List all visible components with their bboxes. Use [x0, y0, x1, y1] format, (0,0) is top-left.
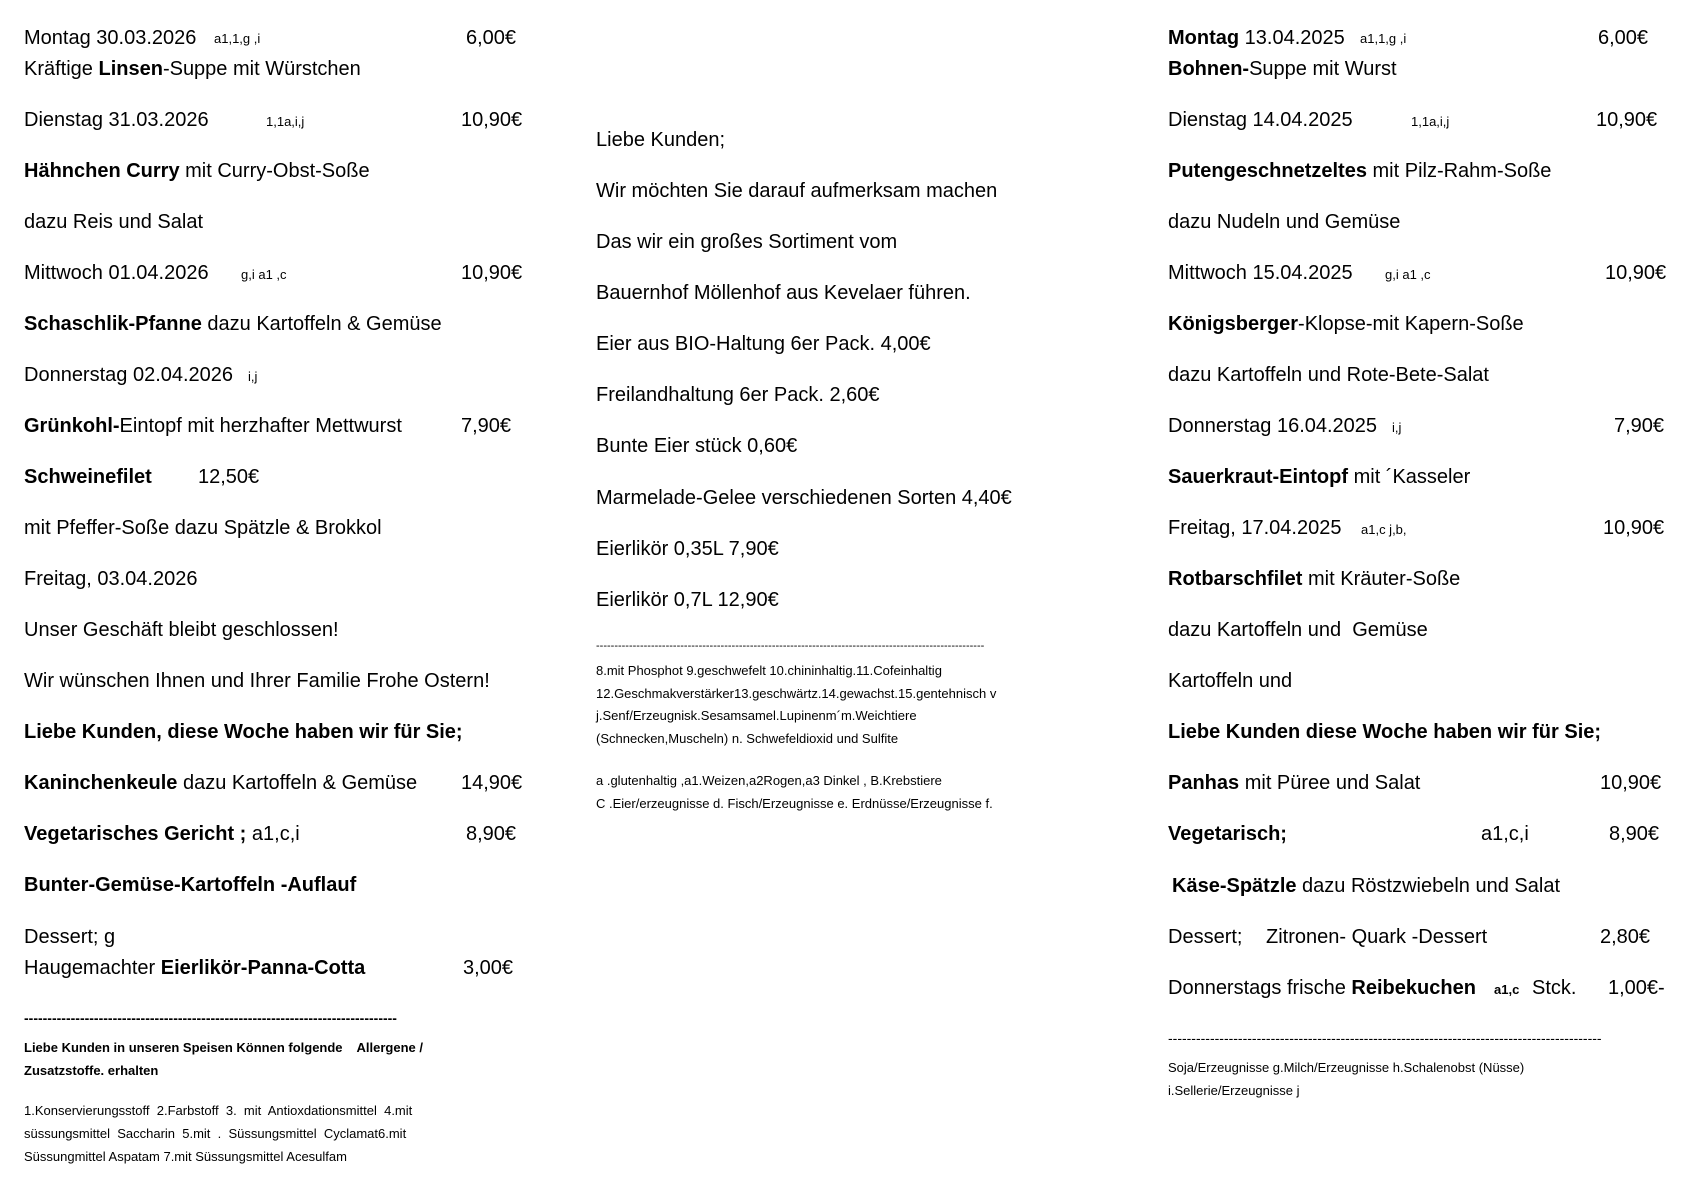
right-dessert-label: Dessert; [1168, 926, 1243, 948]
right-tuesday-allergens: 1,1a,i,j [1411, 114, 1450, 129]
left-monday-dish: Kräftige Linsen-Suppe mit Würstchen [24, 58, 361, 80]
left-dessert-price: 3,00€ [463, 957, 514, 979]
left-thursday-price: 7,90€ [461, 415, 512, 437]
left-additives-line-3: Süssungmittel Aspatam 7.mit Süssungsmittel Acesulfam [24, 1149, 347, 1164]
left-thursday-allergens: i,j [248, 369, 258, 384]
right-spaetzle-dish: Käse-Spätzle dazu Röstzwiebeln und Salat [1172, 875, 1560, 897]
right-divider: --------------------------------------------------------------------------------------------- [1168, 1030, 1602, 1046]
right-friday-allergens: a1,c j,b, [1361, 522, 1407, 537]
right-wednesday-date: Mittwoch 15.04.2025 [1168, 262, 1353, 284]
left-dessert-label: Dessert; g [24, 926, 116, 948]
right-reibekuchen-allergens: a1,c [1494, 982, 1520, 997]
left-monday-allergens: a1,1,g ,i [214, 31, 261, 46]
right-panhas-price: 10,90€ [1600, 772, 1662, 794]
middle-footnote-1: 8.mit Phosphot 9.geschwefelt 10.chininhaltig.11.Cofeinhaltig [596, 663, 942, 678]
left-thursday-dish: Grünkohl-Eintopf mit herzhafter Mettwurst [24, 415, 402, 437]
left-wednesday-date: Mittwoch 01.04.2026 [24, 262, 209, 284]
middle-line-2: Das wir ein großes Sortiment vom [596, 231, 898, 253]
right-veg-price: 8,90€ [1609, 823, 1660, 845]
right-reibekuchen-dish: Donnerstags frische Reibekuchen [1168, 977, 1476, 999]
middle-item-bio-eggs: Eier aus BIO-Haltung 6er Pack. 4,00€ [596, 333, 931, 355]
right-wednesday-dish: Königsberger-Klopse-mit Kapern-Soße [1168, 313, 1524, 335]
right-tuesday-price: 10,90€ [1596, 109, 1658, 131]
left-tuesday-allergens: 1,1a,i,j [266, 114, 305, 129]
right-friday-side-2: Kartoffeln und [1168, 670, 1293, 692]
left-tuesday-price: 10,90€ [461, 109, 523, 131]
right-footnote-2: i.Sellerie/Erzeugnisse j [1168, 1083, 1300, 1098]
right-wednesday-price: 10,90€ [1605, 262, 1667, 284]
right-thursday-price: 7,90€ [1614, 415, 1665, 437]
middle-footnote-5: a .glutenhaltig ,a1.Weizen,a2Rogen,a3 Dinkel , B.Krebstiere [596, 773, 942, 788]
left-veg-price: 8,90€ [466, 823, 517, 845]
left-wednesday-price: 10,90€ [461, 262, 523, 284]
left-veg-dish: Bunter-Gemüse-Kartoffeln -Auflauf [24, 874, 357, 896]
left-week-heading: Liebe Kunden, diese Woche haben wir für Sie; [24, 721, 463, 743]
middle-line-3: Bauernhof Möllenhof aus Kevelaer führen. [596, 282, 971, 304]
right-reibekuchen-price: 1,00€- [1608, 977, 1665, 999]
left-closed-notice: Unser Geschäft bleibt geschlossen! [24, 619, 339, 641]
right-tuesday-side: dazu Nudeln und Gemüse [1168, 211, 1401, 233]
left-rabbit-price: 14,90€ [461, 772, 523, 794]
left-divider: -------------------------------------------------------------------------------- [24, 1010, 397, 1026]
right-dessert-dish: Zitronen- Quark -Dessert [1266, 926, 1488, 948]
left-easter-wish: Wir wünschen Ihnen und Ihrer Familie Frohe Ostern! [24, 670, 490, 692]
right-friday-side: dazu Kartoffeln und Gemüse [1168, 619, 1428, 641]
right-monday-dish: Bohnen-Suppe mit Wurst [1168, 58, 1397, 80]
left-additives-line-2: süssungsmittel Saccharin 5.mit . Süssungsmittel Cyclamat6.mit [24, 1126, 407, 1141]
right-thursday-allergens: i,j [1392, 420, 1402, 435]
left-veg-heading: Vegetarisches Gericht ; a1,c,i [24, 823, 300, 845]
left-dessert-dish: Haugemachter Eierlikör-Panna-Cotta [24, 957, 366, 979]
left-wednesday-allergens: g,i a1 ,c [241, 267, 287, 282]
middle-divider: ---------------------------------------------------------------------------------------------------------- [596, 640, 985, 652]
right-thursday-date: Donnerstag 16.04.2025 [1168, 415, 1378, 437]
left-filet-dish: Schweinefilet [24, 466, 152, 488]
middle-greeting: Liebe Kunden; [596, 129, 726, 151]
right-wednesday-allergens: g,i a1 ,c [1385, 267, 1431, 282]
right-friday-dish: Rotbarschfilet mit Kräuter-Soße [1168, 568, 1461, 590]
left-thursday-date: Donnerstag 02.04.2026 [24, 364, 234, 386]
right-panhas-dish: Panhas mit Püree und Salat [1168, 772, 1421, 794]
middle-item-colored-eggs: Bunte Eier stück 0,60€ [596, 435, 798, 457]
middle-item-jam: Marmelade-Gelee verschiedenen Sorten 4,40€ [596, 487, 1012, 509]
left-tuesday-dish: Hähnchen Curry mit Curry-Obst-Soße [24, 160, 370, 182]
middle-line-1: Wir möchten Sie darauf aufmerksam machen [596, 180, 998, 202]
right-veg-heading: Vegetarisch; [1168, 823, 1287, 845]
middle-footnote-4: (Schnecken,Muscheln) n. Schwefeldioxid und Sulfite [596, 731, 899, 746]
right-monday-price: 6,00€ [1598, 27, 1649, 49]
left-filet-price: 12,50€ [198, 466, 260, 488]
left-tuesday-date: Dienstag 31.03.2026 [24, 109, 209, 131]
right-monday-date: Montag 13.04.2025 [1168, 27, 1345, 49]
left-allergen-heading-1: Liebe Kunden in unseren Speisen Können folgende Allergene / [24, 1040, 423, 1055]
middle-footnote-6: C .Eier/erzeugnisse d. Fisch/Erzeugnisse e. Erdnüsse/Erzeugnisse f. [596, 796, 993, 811]
middle-item-free-range-eggs: Freilandhaltung 6er Pack. 2,60€ [596, 384, 880, 406]
right-veg-allergens: a1,c,i [1481, 823, 1529, 845]
left-tuesday-side: dazu Reis und Salat [24, 211, 204, 233]
left-additives-line-1: 1.Konservierungsstoff 2.Farbstoff 3. mit Antioxdationsmittel 4.mit [24, 1103, 413, 1118]
middle-footnote-3: j.Senf/Erzeugnisk.Sesamsamel.Lupinenm´m.Weichtiere [596, 708, 917, 723]
right-friday-date: Freitag, 17.04.2025 [1168, 517, 1342, 539]
right-monday-allergens: a1,1,g ,i [1360, 31, 1407, 46]
middle-item-eggnog-small: Eierlikör 0,35L 7,90€ [596, 538, 779, 560]
left-monday-date: Montag 30.03.2026 [24, 27, 197, 49]
left-allergen-heading-2: Zusatzstoffe. erhalten [24, 1063, 159, 1078]
right-reibekuchen-unit: Stck. [1532, 977, 1577, 999]
left-friday-date: Freitag, 03.04.2026 [24, 568, 198, 590]
right-tuesday-date: Dienstag 14.04.2025 [1168, 109, 1353, 131]
right-friday-price: 10,90€ [1603, 517, 1665, 539]
middle-item-eggnog-large: Eierlikör 0,7L 12,90€ [596, 589, 779, 611]
middle-footnote-2: 12.Geschmakverstärker13.geschwärtz.14.gewachst.15.gentehnisch v [596, 686, 997, 701]
left-rabbit-dish: Kaninchenkeule dazu Kartoffeln & Gemüse [24, 772, 418, 794]
right-week-heading: Liebe Kunden diese Woche haben wir für Sie; [1168, 721, 1602, 743]
right-tuesday-dish: Putengeschnetzeltes mit Pilz-Rahm-Soße [1168, 160, 1552, 182]
left-monday-price: 6,00€ [466, 27, 517, 49]
right-dessert-price: 2,80€ [1600, 926, 1651, 948]
left-wednesday-dish: Schaschlik-Pfanne dazu Kartoffeln & Gemüse [24, 313, 442, 335]
right-thursday-dish: Sauerkraut-Eintopf mit ´Kasseler [1168, 466, 1471, 488]
right-wednesday-side: dazu Kartoffeln und Rote-Bete-Salat [1168, 364, 1489, 386]
left-filet-side: mit Pfeffer-Soße dazu Spätzle & Brokkol [24, 517, 382, 539]
right-footnote-1: Soja/Erzeugnisse g.Milch/Erzeugnisse h.Schalenobst (Nüsse) [1168, 1060, 1525, 1075]
